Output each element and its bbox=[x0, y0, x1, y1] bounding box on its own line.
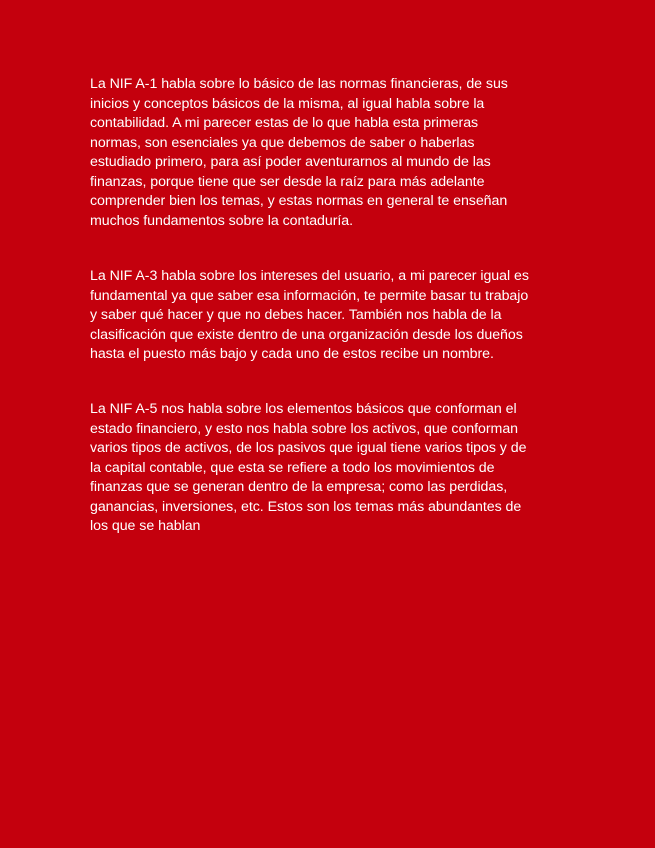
text-line: estado financiero, y esto nos habla sobre los activos, que conforman bbox=[90, 420, 518, 437]
text-line: y saber qué hacer y que no debes hacer. También nos habla de la bbox=[90, 307, 502, 323]
paragraph-nif-a1 bbox=[90, 75, 570, 231]
text-line: inicios y conceptos básicos de la misma, al igual habla sobre la bbox=[90, 95, 485, 112]
text-line: muchos fundamentos sobre la contaduría. bbox=[90, 212, 354, 229]
text-line: comprender bien los temas, y estas normas en general te enseñan bbox=[90, 193, 508, 209]
text-line: la capital contable, que esta se refiere a todo los movimientos de bbox=[90, 459, 495, 476]
text-line: estudiado primero, para así poder aventurarnos al mundo de las bbox=[90, 154, 491, 170]
text-line: fundamental ya que saber esa información, te permite basar tu trabajo bbox=[90, 287, 529, 304]
text-line: finanzas, porque tiene que ser desde la raíz para más adelante bbox=[90, 173, 485, 190]
text-line: normas, son esenciales ya que debemos de saber o haberlas bbox=[90, 134, 475, 151]
text-line: La NIF A-3 habla sobre los intereses del usuario, a mi parecer igual es bbox=[90, 268, 529, 284]
text-line: La NIF A-1 habla sobre lo básico de las normas financieras, de sus bbox=[90, 76, 508, 92]
text-line: ganancias, inversiones, etc. Estos son los temas más abundantes de bbox=[90, 498, 522, 515]
text-line: hasta el puesto más bajo y cada uno de estos recibe un nombre. bbox=[90, 346, 494, 362]
text-line: clasificación que existe dentro de una organización desde los dueños bbox=[90, 326, 523, 343]
text-line: varios tipos de activos, de los pasivos que igual tiene varios tipos y de bbox=[90, 440, 527, 456]
paragraph-nif-a3 bbox=[90, 267, 570, 365]
paragraph-nif-a5 bbox=[90, 400, 570, 537]
text-line: los que se hablan bbox=[90, 518, 201, 534]
text-line: finanzas que se generan dentro de la empresa; como las perdidas, bbox=[90, 479, 508, 495]
text-line: contabilidad. A mi parecer estas de lo que habla esta primeras bbox=[90, 115, 479, 131]
text-line: La NIF A-5 nos habla sobre los elementos básicos que conforman el bbox=[90, 401, 517, 417]
